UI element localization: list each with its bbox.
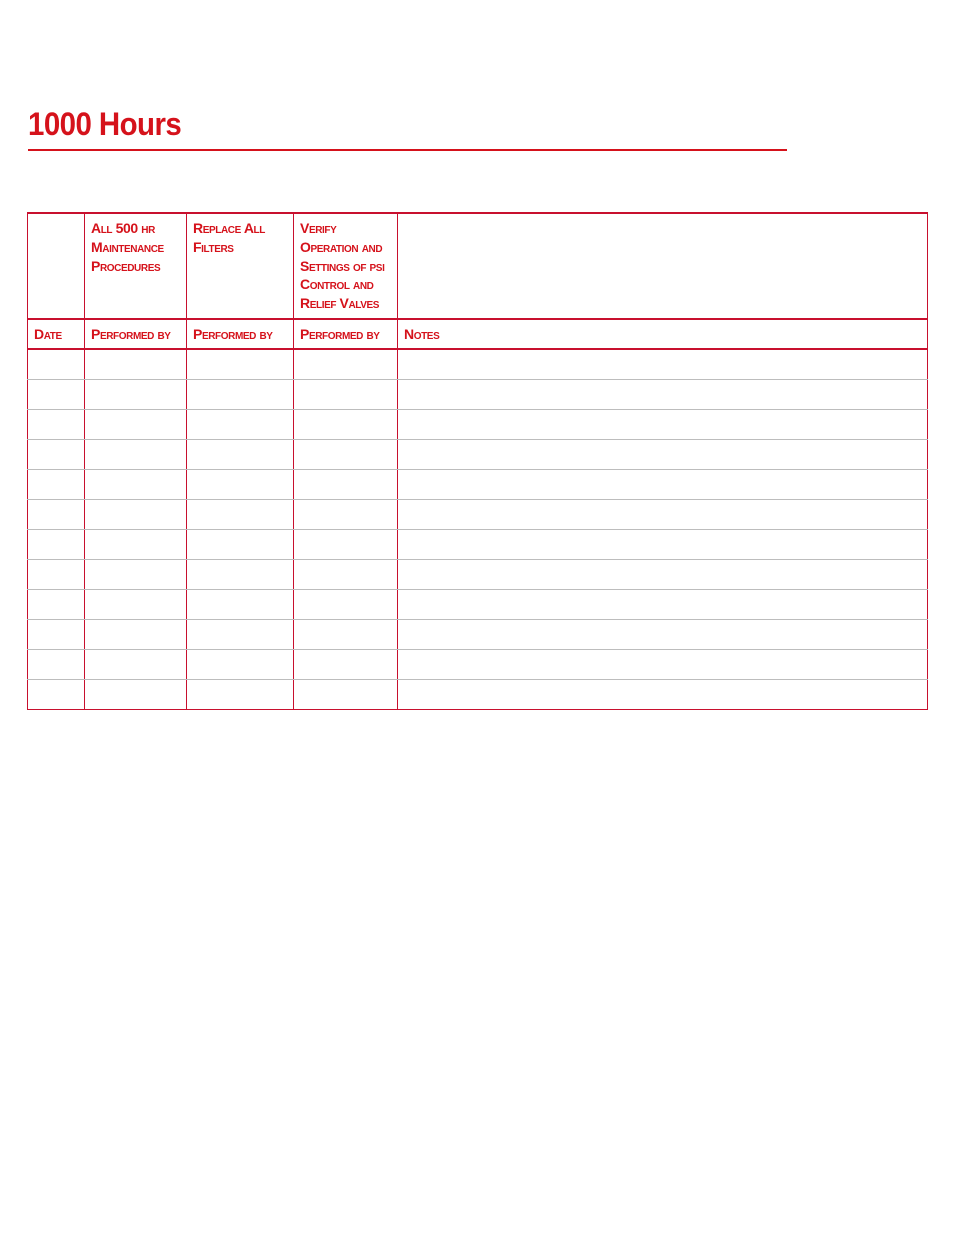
column-label-cell	[398, 319, 928, 349]
column-label-performed-by: Performed by	[300, 326, 380, 342]
table-cell[interactable]	[294, 410, 398, 440]
table-cell[interactable]	[398, 590, 928, 620]
table-row	[28, 590, 928, 620]
task-header-row	[28, 213, 928, 319]
table-cell[interactable]	[28, 680, 85, 710]
task-header-text	[28, 214, 84, 219]
table-cell[interactable]	[398, 500, 928, 530]
table-cell[interactable]	[85, 500, 187, 530]
task-header-cell-notes	[398, 213, 928, 319]
table-row	[28, 650, 928, 680]
column-label-cell	[294, 319, 398, 349]
table-cell[interactable]	[294, 530, 398, 560]
table-cell[interactable]	[187, 470, 294, 500]
table-cell[interactable]	[187, 650, 294, 680]
table-cell[interactable]	[398, 620, 928, 650]
column-label-performed-by: Performed by	[193, 326, 273, 342]
table-cell[interactable]	[85, 650, 187, 680]
table-row	[28, 410, 928, 440]
table-cell[interactable]	[187, 590, 294, 620]
table-cell[interactable]	[294, 380, 398, 410]
table-cell[interactable]	[187, 349, 294, 380]
table-row	[28, 680, 928, 710]
table-row	[28, 500, 928, 530]
table-row	[28, 440, 928, 470]
table-cell[interactable]	[85, 380, 187, 410]
table-cell[interactable]	[85, 349, 187, 380]
table-cell[interactable]	[28, 380, 85, 410]
table-cell[interactable]	[398, 470, 928, 500]
table-row	[28, 530, 928, 560]
table-cell[interactable]	[187, 500, 294, 530]
table-row	[28, 349, 928, 380]
table-cell[interactable]	[398, 349, 928, 380]
table-row	[28, 380, 928, 410]
table-cell[interactable]	[398, 380, 928, 410]
table-cell[interactable]	[187, 620, 294, 650]
table-row	[28, 620, 928, 650]
table-cell[interactable]	[28, 560, 85, 590]
column-label-notes: Notes	[404, 326, 440, 342]
table-cell[interactable]	[187, 530, 294, 560]
table-cell[interactable]	[28, 410, 85, 440]
table-cell[interactable]	[85, 530, 187, 560]
title-rule	[28, 149, 787, 151]
column-label-cell	[28, 319, 85, 349]
table-cell[interactable]	[85, 620, 187, 650]
table-cell[interactable]	[294, 590, 398, 620]
page-title: 1000 Hours	[28, 106, 182, 142]
table-cell[interactable]	[294, 680, 398, 710]
table-cell[interactable]	[85, 590, 187, 620]
table-cell[interactable]	[187, 410, 294, 440]
task-header-cell-500hr	[85, 213, 187, 319]
column-label-performed-by: Performed by	[91, 326, 171, 342]
task-header-cell-date	[28, 213, 85, 319]
table-cell[interactable]	[398, 680, 928, 710]
task-header-text: Verify Operation and Settings of psi Control and Relief Valves	[300, 220, 385, 312]
table-cell[interactable]	[398, 530, 928, 560]
task-header-cell-filters	[187, 213, 294, 319]
table-cell[interactable]	[187, 440, 294, 470]
table-cell[interactable]	[28, 620, 85, 650]
table-cell[interactable]	[398, 440, 928, 470]
column-label-date: Date	[34, 326, 62, 342]
table-cell[interactable]	[28, 650, 85, 680]
table-cell[interactable]	[28, 349, 85, 380]
table-cell[interactable]	[294, 650, 398, 680]
column-label-row	[28, 319, 928, 349]
table-cell[interactable]	[294, 470, 398, 500]
task-header-text: All 500 hr Maintenance Procedures	[91, 220, 164, 274]
table-row	[28, 560, 928, 590]
table-row	[28, 470, 928, 500]
table-cell[interactable]	[28, 500, 85, 530]
column-label-cell	[85, 319, 187, 349]
table-cell[interactable]	[398, 410, 928, 440]
table-cell[interactable]	[294, 500, 398, 530]
table-cell[interactable]	[294, 440, 398, 470]
table-cell[interactable]	[28, 530, 85, 560]
column-label-cell	[187, 319, 294, 349]
table-cell[interactable]	[187, 380, 294, 410]
log-entries	[28, 349, 928, 710]
maintenance-log-table	[27, 212, 928, 710]
task-header-cell-valves	[294, 213, 398, 319]
table-cell[interactable]	[85, 410, 187, 440]
table-cell[interactable]	[28, 440, 85, 470]
table-cell[interactable]	[85, 440, 187, 470]
table-cell[interactable]	[398, 650, 928, 680]
table-cell[interactable]	[187, 560, 294, 590]
table-cell[interactable]	[294, 560, 398, 590]
table-cell[interactable]	[294, 349, 398, 380]
task-header-text	[398, 214, 927, 219]
table-cell[interactable]	[28, 590, 85, 620]
task-header-text: Replace All Filters	[193, 220, 265, 255]
table-cell[interactable]	[85, 470, 187, 500]
table-cell[interactable]	[187, 680, 294, 710]
table-cell[interactable]	[85, 680, 187, 710]
table-cell[interactable]	[294, 620, 398, 650]
table-cell[interactable]	[85, 560, 187, 590]
table-cell[interactable]	[28, 470, 85, 500]
table-cell[interactable]	[398, 560, 928, 590]
